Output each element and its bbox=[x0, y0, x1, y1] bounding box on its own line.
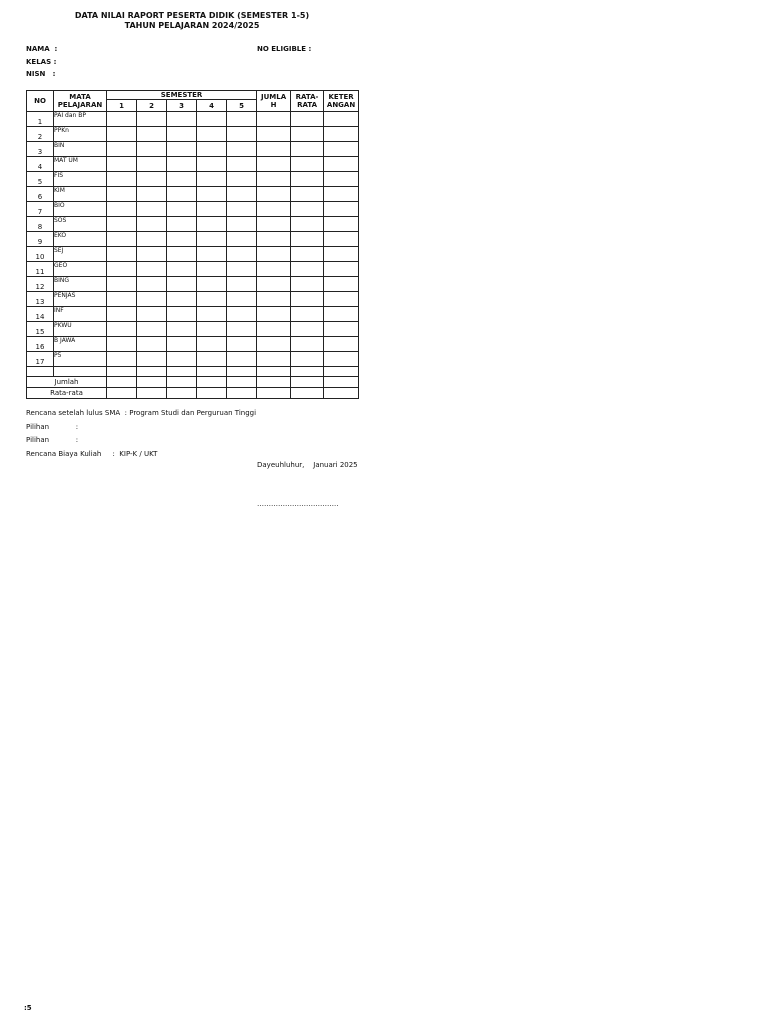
nama-label: NAMA : bbox=[26, 45, 58, 53]
semester-number: 5 bbox=[227, 100, 257, 112]
grade-cell bbox=[107, 157, 137, 172]
grade-cell bbox=[137, 352, 167, 367]
grade-cell bbox=[257, 292, 291, 307]
grade-cell bbox=[227, 292, 257, 307]
grade-cell bbox=[324, 187, 359, 202]
subject-rows bbox=[27, 112, 359, 367]
row-number: 3 bbox=[27, 142, 54, 157]
grade-cell bbox=[197, 292, 227, 307]
row-number: 4 bbox=[27, 157, 54, 172]
semester-number: 3 bbox=[167, 100, 197, 112]
grade-cell bbox=[291, 202, 324, 217]
grade-cell bbox=[137, 277, 167, 292]
row-number: 17 bbox=[27, 352, 54, 367]
grade-cell bbox=[324, 337, 359, 352]
subject-name: EKO bbox=[54, 232, 107, 247]
grade-cell bbox=[227, 262, 257, 277]
col-header-jumlah: JUMLA H bbox=[257, 91, 291, 112]
grade-cell bbox=[227, 217, 257, 232]
grade-cell bbox=[324, 262, 359, 277]
grade-cell bbox=[197, 352, 227, 367]
row-number: 11 bbox=[27, 262, 54, 277]
subject-row bbox=[27, 352, 359, 367]
grade-cell bbox=[167, 142, 197, 157]
grade-cell bbox=[227, 142, 257, 157]
place-date: Dayeuhluhur, Januari 2025 bbox=[257, 461, 358, 469]
subject-name: P5 bbox=[54, 352, 107, 367]
grade-cell bbox=[227, 157, 257, 172]
grade-cell bbox=[291, 157, 324, 172]
total-label: Jumlah bbox=[27, 377, 107, 388]
row-number: 7 bbox=[27, 202, 54, 217]
grade-cell bbox=[107, 172, 137, 187]
grade-cell bbox=[324, 352, 359, 367]
grade-cell bbox=[197, 262, 227, 277]
col-header-rata-rata: RATA-RATA bbox=[291, 91, 324, 112]
grade-cell bbox=[167, 217, 197, 232]
title-line-1: DATA NILAI RAPORT PESERTA DIDIK (SEMESTER 1-5) bbox=[74, 11, 310, 20]
grade-cell bbox=[137, 112, 167, 127]
subject-row bbox=[27, 172, 359, 187]
grade-cell bbox=[257, 112, 291, 127]
grade-cell bbox=[197, 232, 227, 247]
cost-line: Rencana Biaya Kuliah : KIP-K / UKT bbox=[26, 450, 158, 458]
grade-cell bbox=[197, 157, 227, 172]
grade-cell bbox=[324, 277, 359, 292]
col-header-semester: SEMESTER bbox=[107, 91, 257, 100]
grade-cell bbox=[291, 187, 324, 202]
grade-cell bbox=[227, 322, 257, 337]
row-number: 8 bbox=[27, 217, 54, 232]
grade-cell bbox=[291, 307, 324, 322]
row-number: 16 bbox=[27, 337, 54, 352]
grade-cell bbox=[137, 322, 167, 337]
page-fragment-text: :5 bbox=[24, 1004, 32, 1012]
grade-cell bbox=[137, 262, 167, 277]
grade-cell bbox=[227, 277, 257, 292]
grade-cell bbox=[107, 232, 137, 247]
grade-cell bbox=[324, 127, 359, 142]
grade-cell bbox=[291, 247, 324, 262]
grade-cell bbox=[291, 217, 324, 232]
grade-cell bbox=[291, 277, 324, 292]
grade-cell bbox=[107, 322, 137, 337]
grade-cell bbox=[107, 292, 137, 307]
grade-cell bbox=[107, 277, 137, 292]
grade-cell bbox=[227, 172, 257, 187]
grade-cell bbox=[227, 307, 257, 322]
grade-cell bbox=[227, 202, 257, 217]
choice-1-line: Pilihan : bbox=[26, 423, 79, 431]
grade-cell bbox=[197, 142, 227, 157]
row-number: 13 bbox=[27, 292, 54, 307]
subject-row bbox=[27, 247, 359, 262]
nisn-label: NISN : bbox=[26, 70, 56, 78]
grade-cell bbox=[167, 232, 197, 247]
grade-cell bbox=[291, 337, 324, 352]
grade-cell bbox=[257, 307, 291, 322]
grade-cell bbox=[107, 202, 137, 217]
grade-cell bbox=[324, 157, 359, 172]
subject-name: BING bbox=[54, 277, 107, 292]
grade-cell bbox=[107, 247, 137, 262]
row-number: 14 bbox=[27, 307, 54, 322]
grade-cell bbox=[291, 262, 324, 277]
grade-cell bbox=[197, 187, 227, 202]
grade-cell bbox=[324, 202, 359, 217]
grade-cell bbox=[291, 352, 324, 367]
subject-name: KIM bbox=[54, 187, 107, 202]
grade-cell bbox=[324, 172, 359, 187]
subject-name: PAI dan BP bbox=[54, 112, 107, 127]
grade-cell bbox=[167, 187, 197, 202]
grade-cell bbox=[107, 337, 137, 352]
subject-row bbox=[27, 217, 359, 232]
grade-cell bbox=[167, 262, 197, 277]
row-number: 15 bbox=[27, 322, 54, 337]
no-eligible-label: NO ELIGIBLE : bbox=[257, 45, 312, 53]
grades-table bbox=[26, 90, 359, 399]
subject-row bbox=[27, 262, 359, 277]
subject-row bbox=[27, 112, 359, 127]
grade-cell bbox=[137, 232, 167, 247]
grade-cell bbox=[257, 217, 291, 232]
signature-line: …………………………….. bbox=[257, 500, 339, 508]
grade-cell bbox=[167, 322, 197, 337]
grade-cell bbox=[107, 187, 137, 202]
grade-cell bbox=[257, 262, 291, 277]
grade-cell bbox=[291, 142, 324, 157]
grade-cell bbox=[257, 322, 291, 337]
grade-cell bbox=[197, 202, 227, 217]
average-row bbox=[27, 388, 359, 399]
grade-cell bbox=[257, 337, 291, 352]
grade-cell bbox=[324, 142, 359, 157]
subject-name: GEO bbox=[54, 262, 107, 277]
grade-cell bbox=[107, 142, 137, 157]
grade-cell bbox=[137, 202, 167, 217]
semester-number: 1 bbox=[107, 100, 137, 112]
grade-cell bbox=[257, 142, 291, 157]
subject-name: FIS bbox=[54, 172, 107, 187]
grade-cell bbox=[137, 142, 167, 157]
grade-cell bbox=[167, 172, 197, 187]
grade-cell bbox=[257, 352, 291, 367]
grade-cell bbox=[324, 217, 359, 232]
grade-cell bbox=[197, 247, 227, 262]
grade-cell bbox=[167, 157, 197, 172]
subject-name: PPKn bbox=[54, 127, 107, 142]
grade-cell bbox=[197, 337, 227, 352]
col-header-keterangan: KETER ANGAN bbox=[324, 91, 359, 112]
grade-cell bbox=[227, 127, 257, 142]
title-line-2: TAHUN PELAJARAN 2024/2025 bbox=[124, 21, 260, 30]
subject-name: SOS bbox=[54, 217, 107, 232]
row-number: 6 bbox=[27, 187, 54, 202]
subject-row bbox=[27, 277, 359, 292]
grade-cell bbox=[227, 232, 257, 247]
grade-cell bbox=[167, 127, 197, 142]
kelas-label: KELAS : bbox=[26, 58, 57, 66]
grade-cell bbox=[197, 322, 227, 337]
form-title bbox=[26, 11, 358, 31]
grade-cell bbox=[197, 277, 227, 292]
total-row bbox=[27, 377, 359, 388]
grade-cell bbox=[167, 307, 197, 322]
grade-cell bbox=[257, 232, 291, 247]
grade-cell bbox=[107, 112, 137, 127]
grade-cell bbox=[324, 307, 359, 322]
grade-cell bbox=[137, 187, 167, 202]
grade-cell bbox=[257, 172, 291, 187]
subject-name: BIN bbox=[54, 142, 107, 157]
subject-row bbox=[27, 187, 359, 202]
grade-cell bbox=[291, 322, 324, 337]
row-number: 9 bbox=[27, 232, 54, 247]
grade-cell bbox=[227, 112, 257, 127]
subject-row bbox=[27, 142, 359, 157]
grade-cell bbox=[107, 217, 137, 232]
grade-cell bbox=[167, 337, 197, 352]
grade-cell bbox=[291, 292, 324, 307]
row-number: 12 bbox=[27, 277, 54, 292]
subject-name: SEJ bbox=[54, 247, 107, 262]
grade-cell bbox=[227, 352, 257, 367]
grade-cell bbox=[324, 247, 359, 262]
subject-row bbox=[27, 307, 359, 322]
grade-cell bbox=[257, 127, 291, 142]
blank-row bbox=[27, 367, 359, 377]
subject-name: B JAWA bbox=[54, 337, 107, 352]
grade-cell bbox=[167, 247, 197, 262]
grade-cell bbox=[227, 337, 257, 352]
grade-cell bbox=[137, 337, 167, 352]
grade-cell bbox=[137, 292, 167, 307]
grade-cell bbox=[107, 352, 137, 367]
grade-cell bbox=[197, 127, 227, 142]
row-number: 2 bbox=[27, 127, 54, 142]
plan-line: Rencana setelah lulus SMA : Program Studi dan Perguruan Tinggi bbox=[26, 409, 257, 417]
grade-cell bbox=[167, 352, 197, 367]
grade-cell bbox=[107, 262, 137, 277]
grade-cell bbox=[107, 127, 137, 142]
grade-cell bbox=[167, 202, 197, 217]
subject-name: BIO bbox=[54, 202, 107, 217]
grade-cell bbox=[137, 157, 167, 172]
grade-cell bbox=[137, 172, 167, 187]
subject-row bbox=[27, 202, 359, 217]
row-number: 10 bbox=[27, 247, 54, 262]
col-header-no: NO bbox=[27, 91, 54, 112]
col-header-subject: MATA PELAJARAN bbox=[54, 91, 107, 112]
semester-number: 4 bbox=[197, 100, 227, 112]
subject-row bbox=[27, 232, 359, 247]
grade-cell bbox=[257, 247, 291, 262]
grade-cell bbox=[324, 232, 359, 247]
row-number: 1 bbox=[27, 112, 54, 127]
choice-2-line: Pilihan : bbox=[26, 436, 79, 444]
subject-row bbox=[27, 322, 359, 337]
grade-cell bbox=[257, 202, 291, 217]
grade-cell bbox=[257, 157, 291, 172]
grade-cell bbox=[227, 187, 257, 202]
grade-cell bbox=[324, 322, 359, 337]
grade-cell bbox=[324, 292, 359, 307]
row-number: 5 bbox=[27, 172, 54, 187]
subject-name: PKWU bbox=[54, 322, 107, 337]
grade-cell bbox=[167, 112, 197, 127]
subject-row bbox=[27, 157, 359, 172]
grade-cell bbox=[197, 172, 227, 187]
grade-cell bbox=[227, 247, 257, 262]
grade-cell bbox=[137, 307, 167, 322]
average-label: Rata-rata bbox=[27, 388, 107, 399]
subject-row bbox=[27, 292, 359, 307]
subject-name: PENJAS bbox=[54, 292, 107, 307]
grade-cell bbox=[257, 277, 291, 292]
grade-cell bbox=[257, 187, 291, 202]
grade-cell bbox=[291, 232, 324, 247]
subject-row bbox=[27, 127, 359, 142]
grade-cell bbox=[107, 307, 137, 322]
grade-cell bbox=[291, 172, 324, 187]
grade-cell bbox=[291, 127, 324, 142]
grade-cell bbox=[197, 112, 227, 127]
grade-cell bbox=[291, 112, 324, 127]
subject-row bbox=[27, 337, 359, 352]
grade-cell bbox=[197, 307, 227, 322]
grade-cell bbox=[137, 247, 167, 262]
subject-name: MAT UM bbox=[54, 157, 107, 172]
grade-cell bbox=[197, 217, 227, 232]
grade-cell bbox=[167, 292, 197, 307]
grade-cell bbox=[137, 127, 167, 142]
subject-name: INF bbox=[54, 307, 107, 322]
grade-cell bbox=[137, 217, 167, 232]
semester-number: 2 bbox=[137, 100, 167, 112]
grade-cell bbox=[324, 112, 359, 127]
grade-cell bbox=[167, 277, 197, 292]
